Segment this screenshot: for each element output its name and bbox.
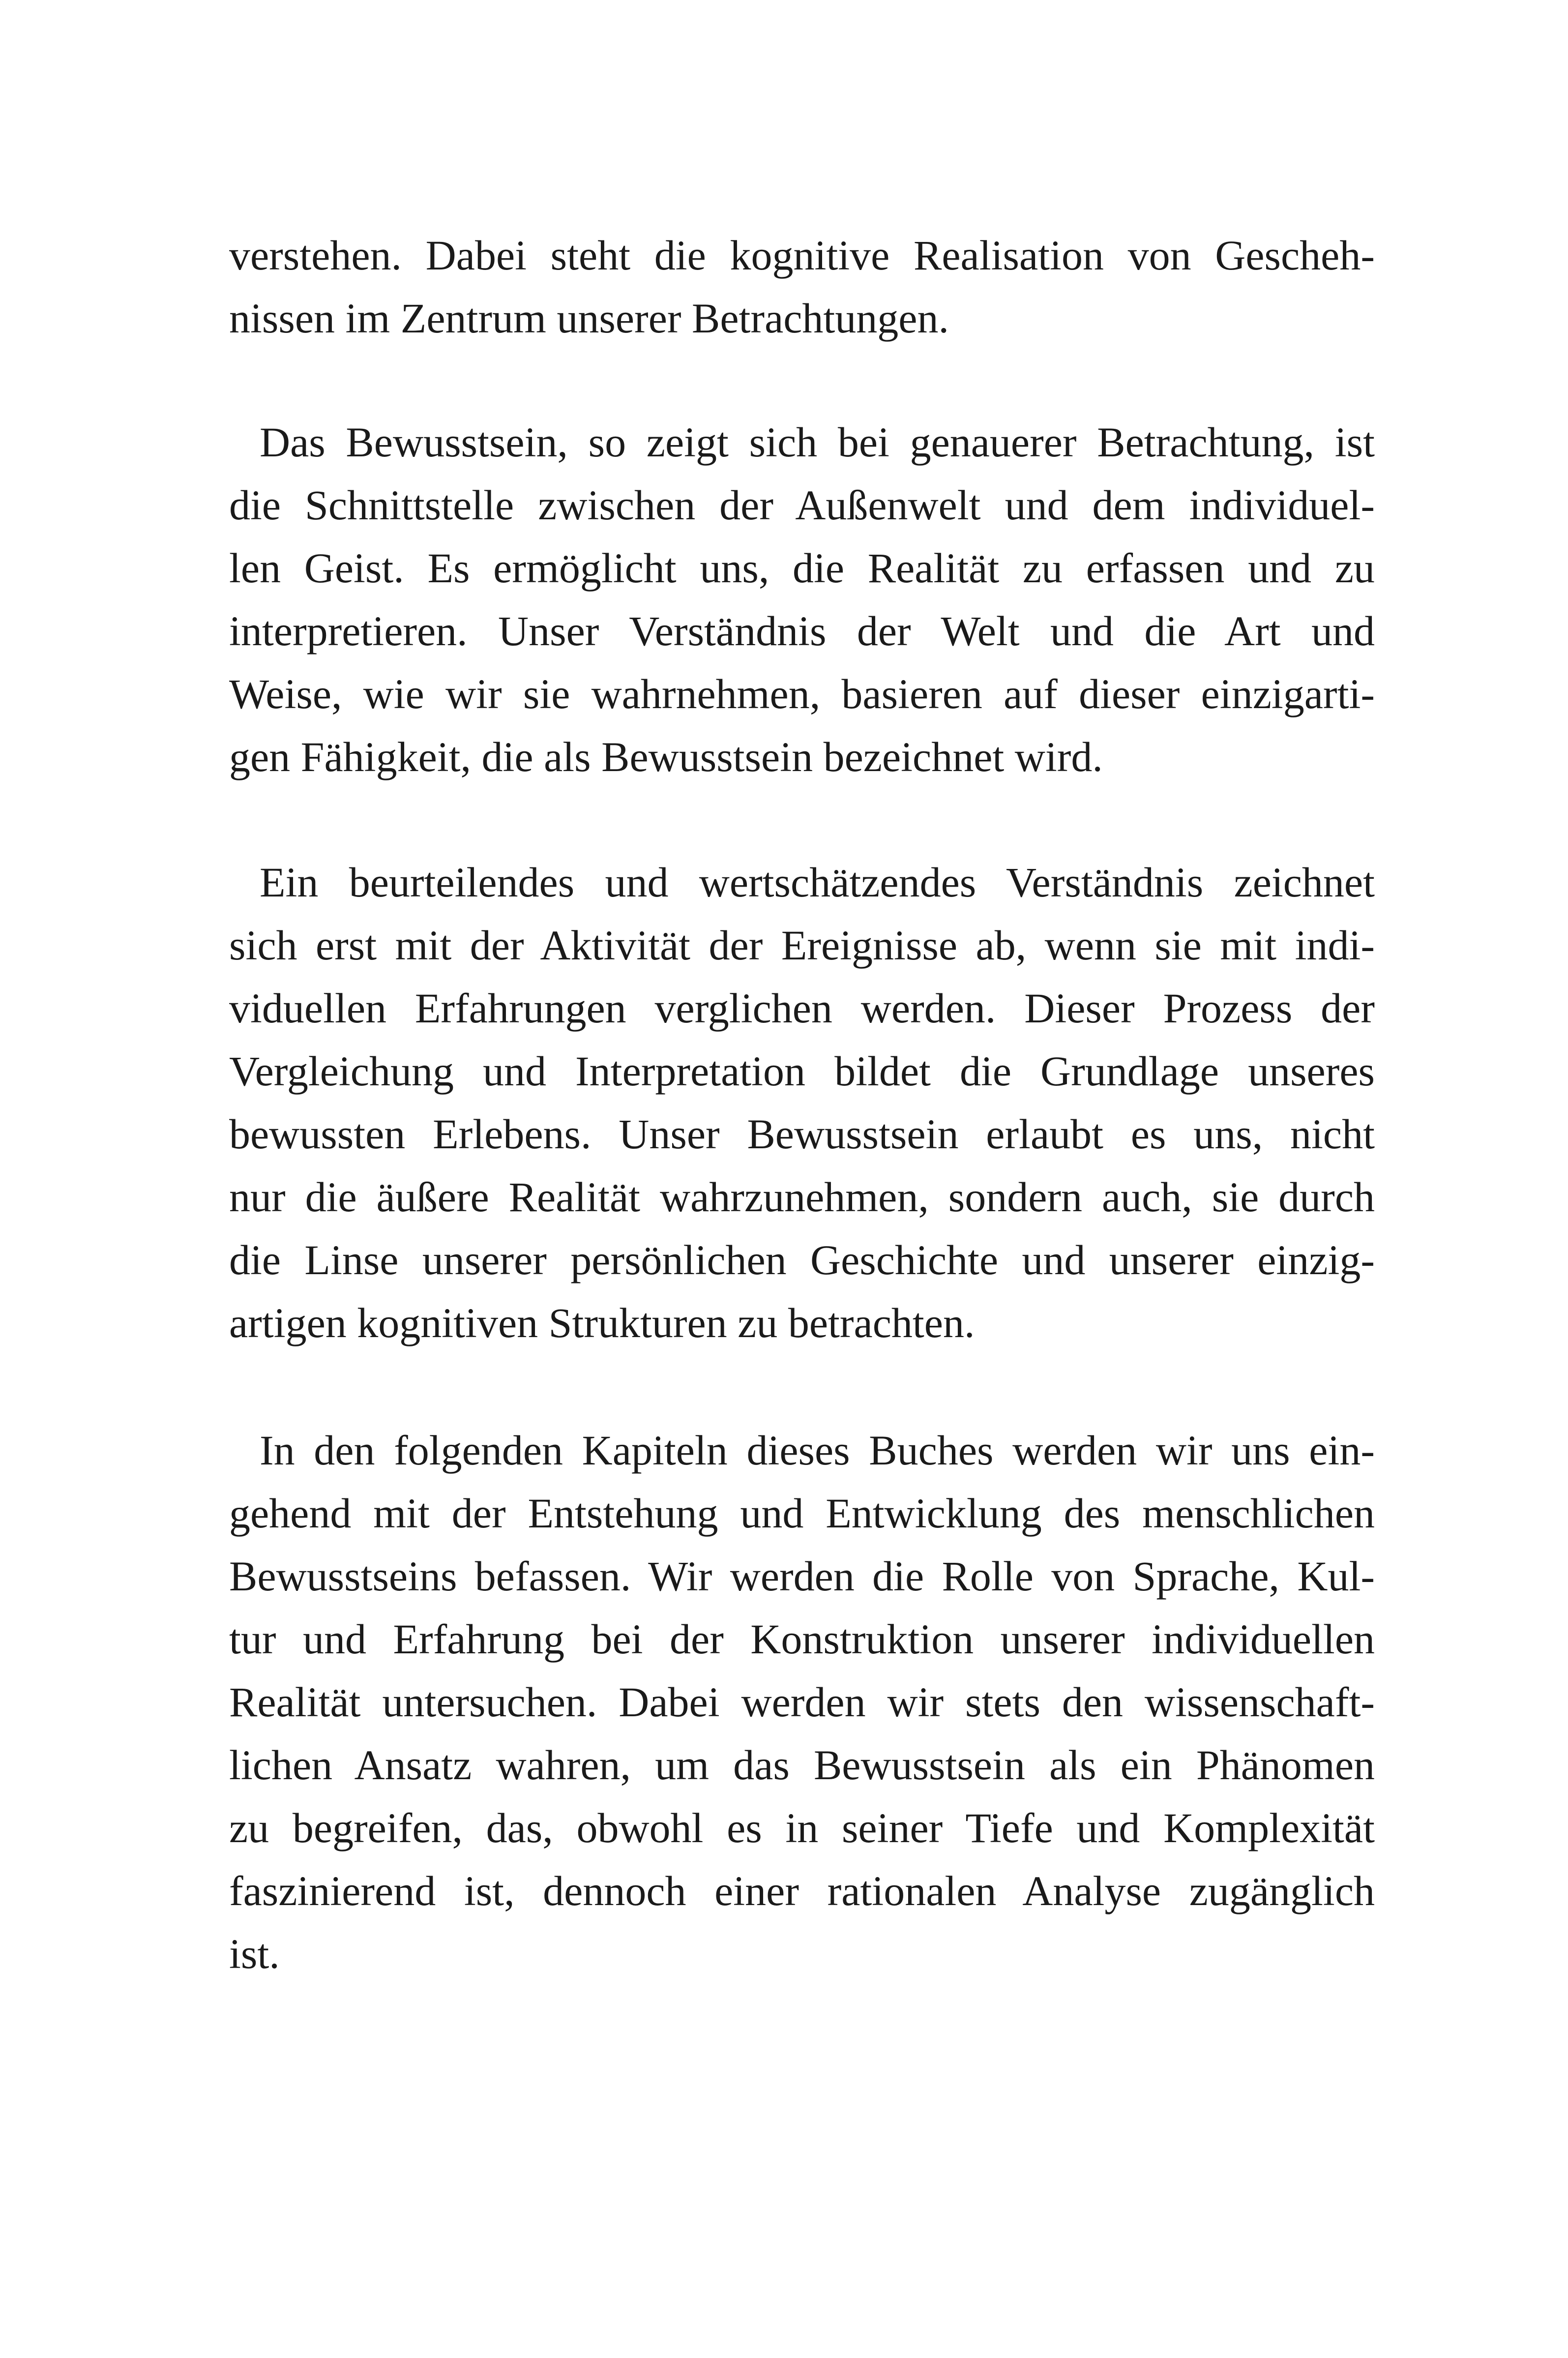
text-line: Vergleichung und Interpretation bildet die Grundlage unseres [229, 1047, 1375, 1095]
text-line: lichen Ansatz wahren, um das Bewusstsein als ein Phänomen [229, 1741, 1375, 1789]
text-line: faszinierend ist, dennoch einer rationalen Analyse zugänglich [229, 1867, 1375, 1914]
text-line: Realität untersuchen. Dabei werden wir stets den wissenschaft- [229, 1678, 1375, 1726]
text-line: Das Bewusstsein, so zeigt sich bei genauerer Betrachtung, ist [260, 418, 1375, 466]
text-line: sich erst mit der Aktivität der Ereignisse ab, wenn sie mit indi- [229, 922, 1375, 969]
text-line: verstehen. Dabei steht die kognitive Realisation von Gescheh- [229, 232, 1375, 279]
text-line: interpretieren. Unser Verständnis der Welt und die Art und [229, 607, 1375, 655]
text-line: bewussten Erlebens. Unser Bewusstsein erlaubt es uns, nicht [229, 1110, 1375, 1158]
text-line: nur die äußere Realität wahrzunehmen, sondern auch, sie durch [229, 1173, 1375, 1221]
text-line: zu begreifen, das, obwohl es in seiner Tiefe und Komplexität [229, 1804, 1375, 1851]
paragraph-1 [229, 224, 1375, 350]
text-line: gen Fähigkeit, die als Bewusstsein bezeichnet wird. [229, 733, 1103, 780]
paragraph-2 [229, 411, 1375, 788]
text-line: nissen im Zentrum unserer Betrachtungen. [229, 295, 949, 342]
text-line: len Geist. Es ermöglicht uns, die Realität zu erfassen und zu [229, 544, 1375, 592]
paragraph-4 [229, 1419, 1375, 1985]
text-line: die Linse unserer persönlichen Geschichte und unserer einzig- [229, 1236, 1375, 1283]
text-line: Bewusstseins befassen. Wir werden die Rolle von Sprache, Kul- [229, 1552, 1375, 1600]
text-line: artigen kognitiven Strukturen zu betrachten. [229, 1299, 975, 1346]
text-line: In den folgenden Kapiteln dieses Buches werden wir uns ein- [260, 1427, 1375, 1474]
text-line: tur und Erfahrung bei der Konstruktion unserer individuellen [229, 1615, 1375, 1663]
text-line: ist. [229, 1930, 280, 1977]
text-line: Weise, wie wir sie wahrnehmen, basieren auf dieser einzigarti- [229, 670, 1375, 717]
text-line: viduellen Erfahrungen verglichen werden. Dieser Prozess der [229, 985, 1375, 1032]
text-line: die Schnittstelle zwischen der Außenwelt und dem individuel- [229, 481, 1375, 529]
text-line: Ein beurteilendes und wertschätzendes Verständnis zeichnet [260, 859, 1375, 906]
paragraph-3 [229, 851, 1375, 1354]
text-line: gehend mit der Entstehung und Entwicklung des menschlichen [229, 1490, 1375, 1537]
